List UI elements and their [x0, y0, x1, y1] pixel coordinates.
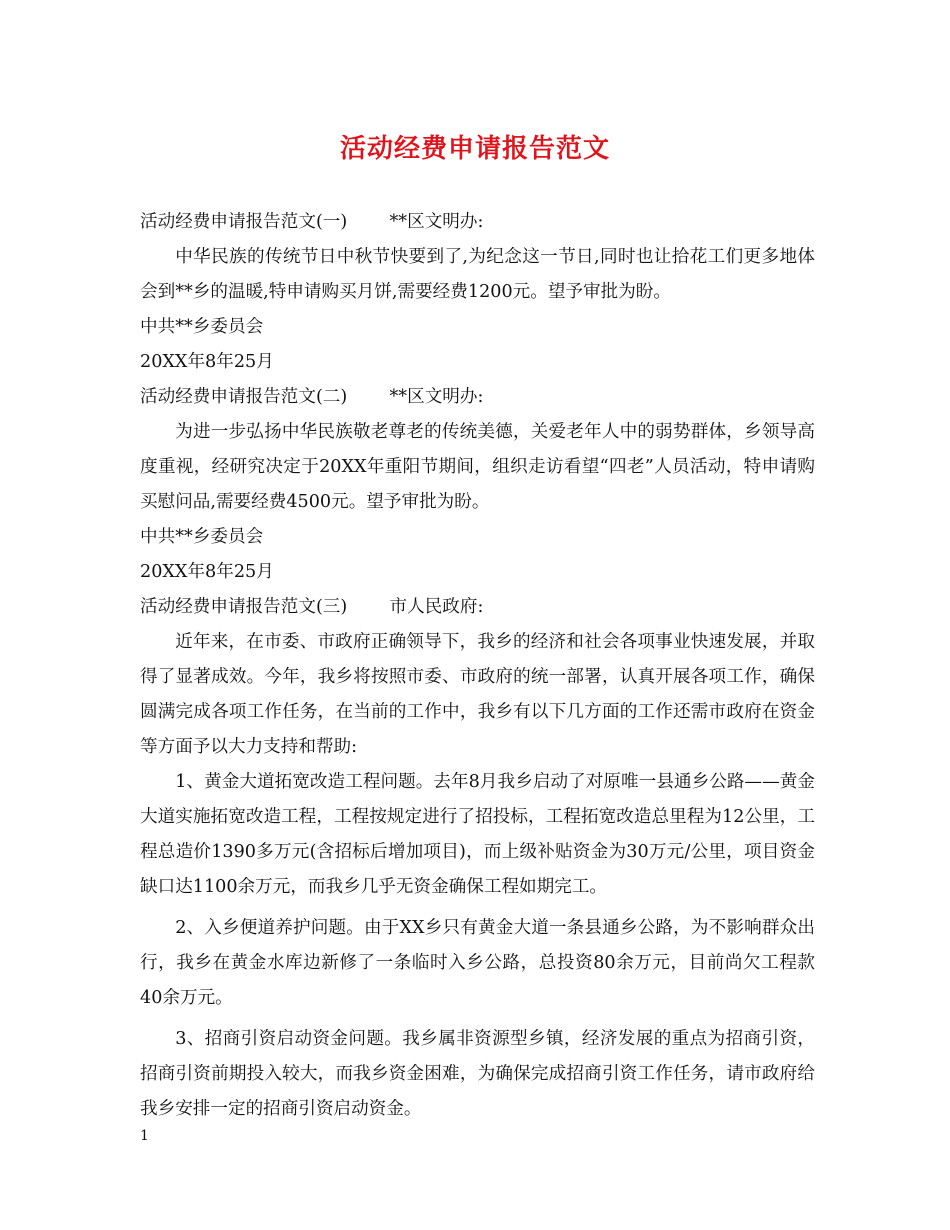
section-heading — [140, 590, 815, 625]
section-heading — [140, 380, 815, 415]
date: 20XX年8年25月 — [140, 562, 274, 582]
paragraph: 近年来，在市委、市政府正确领导下，我乡的经济和社会各项事业快速发展，并取得了显著成效。今年，我乡将按照市委、市政府的统一部署，认真开展各项工作，确保圆满完成各项工作任务，在当前的工作中，我乡有以下几方面的工作还需市政府在资金等方面予以大力支持和帮助: — [140, 632, 815, 757]
paragraph: 1、黄金大道拓宽改造工程问题。去年8月我乡启动了对原唯一县通乡公路——黄金大道实施拓宽改造工程，工程按规定进行了招投标，工程拓宽改造总里程为12公里，工程总造价1390多万元(含招标后增加项目)，而上级补贴资金为30万元/公里，项目资金缺口达1100余万元，而我乡几乎无资金确保工程如期完工。 — [140, 772, 815, 897]
signer: 中共**乡委员会 — [140, 317, 264, 337]
page-number: 1 — [140, 1128, 149, 1144]
section-title: 活动经费申请报告范文(一) — [140, 212, 348, 232]
addressee: 市人民政府: — [389, 597, 484, 617]
document-body — [140, 205, 815, 1127]
section-title: 活动经费申请报告范文(三) — [140, 597, 348, 617]
section-heading — [140, 205, 815, 240]
paragraph: 2、入乡便道养护问题。由于XX乡只有黄金大道一条县通乡公路，为不影响群众出行，我乡在黄金水库边新修了一条临时入乡公路，总投资80余万元，目前尚欠工程款40余万元。 — [140, 918, 815, 1008]
section-title: 活动经费申请报告范文(二) — [140, 387, 348, 407]
signer: 中共**乡委员会 — [140, 527, 264, 547]
addressee: **区文明办: — [389, 212, 484, 232]
date: 20XX年8年25月 — [140, 352, 274, 372]
paragraph: 3、招商引资启动资金问题。我乡属非资源型乡镇，经济发展的重点为招商引资，招商引资前期投入较大，而我乡资金困难，为确保完成招商引资工作任务，请市政府给我乡安排一定的招商引资启动资金。 — [140, 1029, 815, 1119]
addressee: **区文明办: — [389, 387, 484, 407]
paragraph: 中华民族的传统节日中秋节快要到了,为纪念这一节日,同时也让拾花工们更多地体会到**乡的温暖,特申请购买月饼,需要经费1200元。望予审批为盼。 — [140, 247, 815, 302]
document-title: 活动经费申请报告范文 — [339, 134, 610, 164]
paragraph: 为进一步弘扬中华民族敬老尊老的传统美德，关爱老年人中的弱势群体，乡领导高度重视，经研究决定于20XX年重阳节期间，组织走访看望“四老”人员活动，特申请购买慰问品,需要经费4500元。望予审批为盼。 — [140, 422, 815, 512]
